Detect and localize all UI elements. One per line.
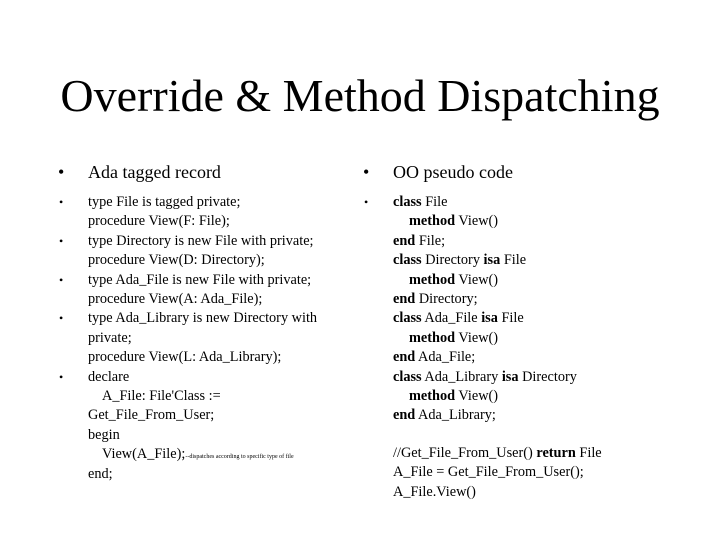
bullet-icon: • <box>59 195 64 209</box>
right-heading-text: OO pseudo code <box>393 162 513 182</box>
code-line: procedure View(L: Ada_Library); <box>88 349 282 366</box>
code-line: type Directory is new File with private; <box>88 232 314 249</box>
code-line: class Ada_File isa File <box>393 310 524 327</box>
bullet-icon: • <box>59 311 64 326</box>
code-line: end; <box>88 465 113 482</box>
code-line: private; <box>88 329 132 346</box>
bullet-icon: • <box>59 272 64 287</box>
right-column <box>363 160 693 502</box>
code-line: class File <box>393 194 448 210</box>
list-item <box>58 309 368 367</box>
code-line: type Ada_File is new File with private; <box>88 271 312 288</box>
code-line: A_File: File'Class := <box>102 388 221 405</box>
code-line: Get_File_From_User; <box>88 407 215 424</box>
code-line: procedure View(F: File); <box>88 213 230 230</box>
bullet-icon: • <box>59 233 64 248</box>
code-line: class Ada_Library isa Directory <box>393 368 577 385</box>
code-line <box>88 445 368 464</box>
bullet-icon: • <box>58 162 65 182</box>
code-line: end File; <box>393 232 446 249</box>
list-item <box>58 232 368 271</box>
spacer <box>393 426 693 444</box>
code-line: procedure View(D: Directory); <box>88 252 265 269</box>
list-item <box>58 271 368 310</box>
list-item <box>363 193 693 502</box>
code-line: end Directory; <box>393 291 478 308</box>
code-line: class Directory isa File <box>393 252 527 269</box>
code-line: begin <box>88 426 120 443</box>
list-item <box>58 368 368 484</box>
code-line: procedure View(A: Ada_File); <box>88 291 263 308</box>
view-call: View(A_File); <box>102 446 186 463</box>
left-heading <box>58 160 368 184</box>
code-line: method View() <box>409 388 499 405</box>
code-line: end Ada_File; <box>393 349 476 366</box>
code-line: method View() <box>409 329 499 346</box>
code-line: method View() <box>409 213 499 230</box>
bullet-icon: • <box>363 162 370 182</box>
code-line: declare <box>88 368 130 385</box>
bullet-icon: • <box>59 369 64 384</box>
code-line: type File is tagged private; <box>88 194 241 210</box>
code-line: A_File = Get_File_From_User(); <box>393 464 584 481</box>
left-heading-text: Ada tagged record <box>88 162 221 182</box>
dispatch-comment: --dispatches according to specific type of file <box>185 454 294 461</box>
code-line: type Ada_Library is new Directory with <box>88 310 318 327</box>
left-column <box>58 160 368 484</box>
list-item <box>58 193 368 232</box>
code-line: method View() <box>409 271 499 288</box>
bullet-icon: • <box>364 195 369 209</box>
code-line: //Get_File_From_User() return File <box>393 444 602 461</box>
code-line: end Ada_Library; <box>393 407 496 424</box>
slide-title: Override & Method Dispatching <box>60 70 660 121</box>
right-heading <box>363 160 693 184</box>
code-line: A_File.View() <box>393 483 476 500</box>
